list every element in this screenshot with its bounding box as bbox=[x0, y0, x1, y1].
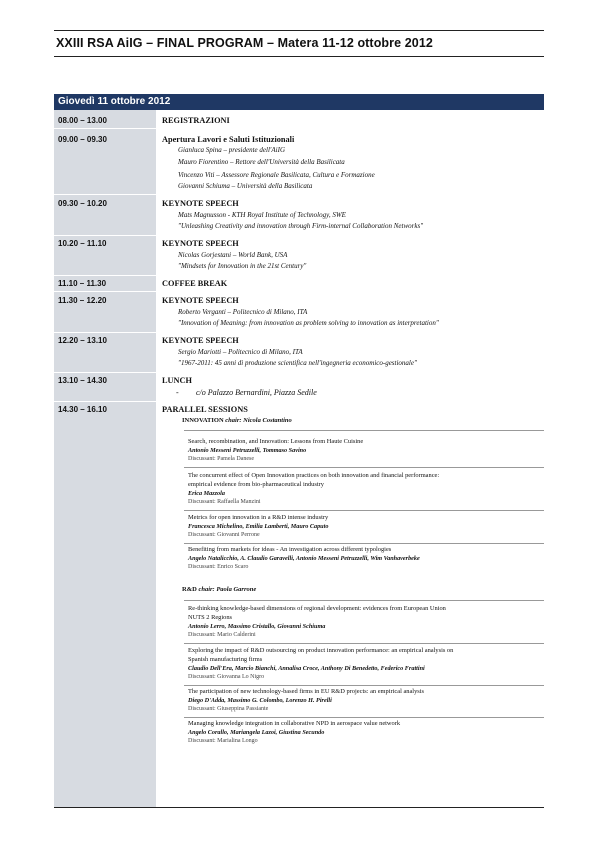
slot-time: 08.00 – 13.00 bbox=[58, 116, 107, 125]
paper-authors: Erica Mazzola bbox=[188, 490, 225, 497]
time-column bbox=[54, 110, 156, 807]
session-chair bbox=[182, 586, 256, 593]
slot-title: KEYNOTE SPEECH bbox=[162, 336, 239, 345]
paper-divider bbox=[184, 685, 544, 686]
slot-time: 13.10 – 14.30 bbox=[58, 376, 107, 385]
paper-discussant: Discussant: Mario Calderini bbox=[188, 632, 256, 638]
slot-line: "Mindsets for Innovation in the 21st Century" bbox=[178, 262, 307, 270]
slot-line: Vincenzo Viti – Assessore Regionale Basilicata, Cultura e Formazione bbox=[178, 171, 375, 179]
slot-title: COFFEE BREAK bbox=[162, 279, 228, 288]
slot-title: REGISTRAZIONI bbox=[162, 116, 230, 125]
paper-authors: Angelo Corallo, Mariangela Lazoi, Giustina Secundo bbox=[188, 729, 325, 736]
row-separator bbox=[54, 332, 544, 333]
slot-time: 11.30 – 12.20 bbox=[58, 296, 107, 305]
paper-discussant: Discussant: Giuseppina Passiante bbox=[188, 706, 269, 712]
day-header-bar: Giovedì 11 ottobre 2012 bbox=[54, 94, 544, 110]
row-separator bbox=[54, 372, 544, 373]
slot-title: Apertura Lavori e Saluti Istituzionali bbox=[162, 135, 295, 144]
paper-title-cont: empirical evidence from bio-pharmaceutical industry bbox=[188, 481, 324, 488]
session-chair-name: chair: Nicola Costantino bbox=[225, 417, 292, 424]
paper-authors: Antonio Lerro, Massimo Cristallo, Giovanni Schiuma bbox=[188, 623, 326, 630]
slot-line: "Innovation of Meaning: from innovation as problem solving to innovation as interpretation" bbox=[178, 319, 439, 327]
paper-title: Managing knowledge integration in collaborative NPD in aerospace value network bbox=[188, 720, 401, 727]
slot-time: 09.30 – 10.20 bbox=[58, 199, 107, 208]
session-chair bbox=[182, 417, 292, 424]
paper-title: Exploring the impact of R&D outsourcing on product innovation performance: an empirical analysis on bbox=[188, 647, 454, 654]
title-rule bbox=[54, 56, 544, 57]
session-label: INNOVATION bbox=[182, 417, 224, 424]
slot-title: KEYNOTE SPEECH bbox=[162, 239, 239, 248]
slot-line: Roberto Verganti – Politecnico di Milano, ITA bbox=[178, 308, 308, 316]
slot-title: LUNCH bbox=[162, 376, 192, 385]
slot-line: Gianluca Spina – presidente dell'AiIG bbox=[178, 146, 285, 154]
list-bullet: - bbox=[176, 388, 179, 397]
paper-title: The concurrent effect of Open Innovation practices on both innovation and financial performance: bbox=[188, 472, 440, 479]
paper-authors: Claudio Dell'Era, Marcio Bianchi, Annalisa Croce, Anthony Di Benedetto, Federico Frattini bbox=[188, 665, 425, 672]
slot-line: "Unleashing Creativity and innovation through Firm-internal Collaboration Networks" bbox=[178, 222, 424, 230]
paper-authors: Diego D'Adda, Massimo G. Colombo, Lorenzo H. Pirelli bbox=[188, 697, 332, 704]
slot-time: 11.10 – 11.30 bbox=[58, 279, 107, 288]
paper-authors: Francesca Michelino, Emilia Lamberti, Mauro Caputo bbox=[188, 523, 329, 530]
row-separator bbox=[54, 275, 544, 276]
paper-divider bbox=[184, 543, 544, 544]
session-chair-name: chair: Paola Garrone bbox=[198, 586, 257, 593]
paper-divider bbox=[184, 467, 544, 468]
paper-discussant: Discussant: Giovanni Perrone bbox=[188, 532, 260, 538]
slot-title: KEYNOTE SPEECH bbox=[162, 296, 239, 305]
row-separator bbox=[54, 128, 544, 129]
slot-line: Giovanni Schiuma – Università della Basilicata bbox=[178, 182, 313, 190]
slot-time: 12.20 – 13.10 bbox=[58, 336, 107, 345]
paper-divider bbox=[184, 510, 544, 511]
paper-divider bbox=[184, 643, 544, 644]
paper-discussant: Discussant: Raffaella Manzini bbox=[188, 499, 261, 505]
session-divider bbox=[184, 600, 544, 601]
paper-title: The participation of new technology-based firms in EU R&D projects: an empirical analysis bbox=[188, 688, 425, 695]
slot-line: Nicolas Gorjestani – World Bank, USA bbox=[178, 251, 288, 259]
paper-discussant: Discussant: Enrico Scaro bbox=[188, 564, 249, 570]
session-label: R&D bbox=[182, 586, 197, 593]
paper-title: Benefiting from markets for ideas - An investigation across different typologies bbox=[188, 546, 392, 553]
row-separator bbox=[54, 291, 544, 292]
slot-line: c/o Palazzo Bernardini, Piazza Sedile bbox=[196, 388, 317, 397]
document-title: XXIII RSA AiIG – FINAL PROGRAM – Matera 11-12 ottobre 2012 bbox=[56, 36, 433, 50]
paper-title: Search, recombination, and Innovation: Lessons from Haute Cuisine bbox=[188, 438, 364, 445]
slot-time: 14.30 – 16.10 bbox=[58, 405, 107, 414]
paper-title: Metrics for open innovation in a R&D intense industry bbox=[188, 514, 329, 521]
row-separator bbox=[54, 194, 544, 195]
top-rule bbox=[54, 30, 544, 31]
paper-discussant: Discussant: Marialina Longo bbox=[188, 738, 258, 744]
session-divider bbox=[184, 430, 544, 431]
paper-authors: Antonio Messeni Petruzzelli, Tommaso Savino bbox=[188, 447, 307, 454]
slot-time: 10.20 – 11.10 bbox=[58, 239, 107, 248]
slot-line: Sergio Mariotti – Politecnico di Milano, ITA bbox=[178, 348, 303, 356]
paper-authors: Angelo Natalicchio, A. Claudio Garavelli, Antonio Messeni Petruzzelli, Wim Vanhaverbeke bbox=[188, 555, 420, 562]
slot-title: PARALLEL SESSIONS bbox=[162, 405, 248, 414]
slot-line: "1967-2011: 45 anni di produzione scientifica nell'ingegneria economico-gestionale" bbox=[178, 359, 417, 367]
paper-title: Re-thinking knowledge-based dimensions of regional development: evidences from European Union bbox=[188, 605, 446, 612]
slot-line: Mauro Fiorentino – Rettore dell'Università della Basilicata bbox=[178, 158, 345, 166]
paper-divider bbox=[184, 717, 544, 718]
row-separator bbox=[54, 401, 544, 402]
paper-title-cont: NUTS 2 Regions bbox=[188, 614, 233, 621]
paper-discussant: Discussant: Pamela Danese bbox=[188, 456, 254, 462]
paper-title-cont: Spanish manufacturing firms bbox=[188, 656, 263, 663]
bottom-rule bbox=[54, 807, 544, 808]
paper-discussant: Discussant: Giovanna Lo Nigro bbox=[188, 674, 265, 680]
slot-time: 09.00 – 09.30 bbox=[58, 135, 107, 144]
slot-title: KEYNOTE SPEECH bbox=[162, 199, 239, 208]
slot-line: Mats Magnusson - KTH Royal Institute of Technology, SWE bbox=[178, 211, 346, 219]
row-separator bbox=[54, 235, 544, 236]
